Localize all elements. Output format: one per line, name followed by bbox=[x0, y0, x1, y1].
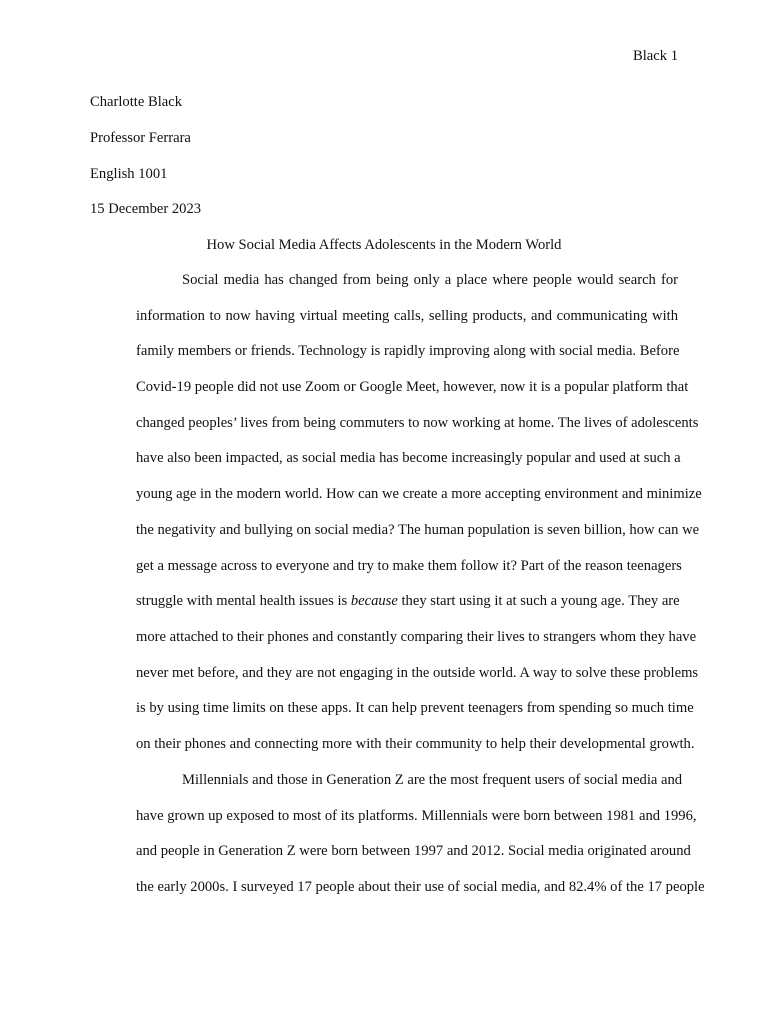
instructor-name: Professor Ferrara bbox=[90, 130, 191, 146]
paragraph-line: family members or friends. Technology is rapidly improving along with social media. Before bbox=[136, 343, 680, 360]
paragraph-line: get a message across to everyone and try to make them follow it? Part of the reason teenagers bbox=[136, 557, 682, 574]
paragraph-line: information to now having virtual meeting calls, selling products, and communicating with bbox=[136, 307, 678, 324]
line-text: they start using it at such a young age. They are bbox=[397, 593, 680, 610]
paragraph-line: Millennials and those in Generation Z are the most frequent users of social media and bbox=[182, 772, 683, 788]
paragraph-line: on their phones and connecting more with their community to help their developmental growth. bbox=[136, 735, 695, 752]
paragraph-line: Covid-19 people did not use Zoom or Google Meet, however, now it is a popular platform that bbox=[136, 379, 689, 396]
paragraph-line: have also been impacted, as social media has become increasingly popular and used at such a bbox=[136, 450, 681, 467]
course-name: English 1001 bbox=[90, 166, 168, 182]
paragraph-line: the negativity and bullying on social media? The human population is seven billion, how can we bbox=[136, 521, 700, 538]
paragraph-line: never met before, and they are not engaging in the outside world. A way to solve these problems bbox=[136, 664, 699, 681]
paragraph-line: is by using time limits on these apps. It can help prevent teenagers from spending so much time bbox=[136, 700, 694, 717]
essay-date: 15 December 2023 bbox=[90, 201, 202, 217]
author-name: Charlotte Black bbox=[90, 94, 182, 110]
essay-title: How Social Media Affects Adolescents in the Modern World bbox=[206, 237, 562, 253]
line-text: struggle with mental health issues is bbox=[136, 593, 351, 610]
paragraph-line: have grown up exposed to most of its platforms. Millennials were born between 1981 and 1996, bbox=[136, 807, 697, 824]
running-head: Black 1 bbox=[633, 48, 678, 64]
paragraph-line: changed peoples’ lives from being commuters to now working at home. The lives of adolescents bbox=[136, 414, 699, 431]
paragraph-line: and people in Generation Z were born between 1997 and 2012. Social media originated around bbox=[136, 843, 691, 860]
paragraph-line: more attached to their phones and constantly comparing their lives to strangers whom they have bbox=[136, 628, 697, 645]
paragraph-line: young age in the modern world. How can we create a more accepting environment and minimize bbox=[136, 486, 702, 503]
emphasized-word: because bbox=[350, 593, 398, 610]
paragraph-line-with-emphasis bbox=[90, 584, 678, 620]
paragraph-line: Social media has changed from being only a place where people would search for bbox=[182, 272, 678, 288]
paragraph-2 bbox=[90, 763, 705, 906]
paragraph-line: the early 2000s. I surveyed 17 people about their use of social media, and 82.4% of the 17 people bbox=[136, 879, 705, 896]
paragraph-1 bbox=[90, 263, 702, 763]
